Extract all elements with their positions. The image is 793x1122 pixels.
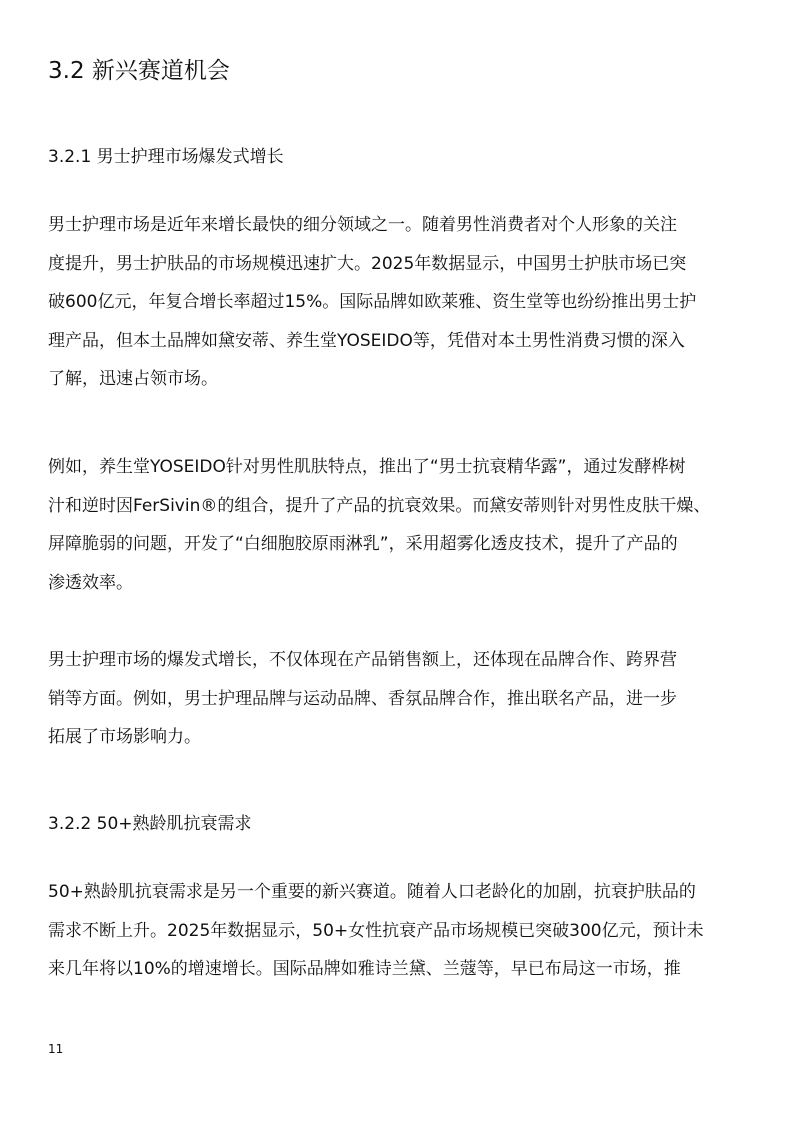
text-line: 屏障脆弱的问题，开发了“白细胞胶原雨淋乳”，采用超雾化透皮技术，提升了产品的 — [48, 534, 678, 554]
text-line: 度提升，男士护肤品的市场规模迅速扩大。2025年数据显示，中国男士护肤市场已突 — [48, 253, 687, 274]
text-line: 男士护理市场的爆发式增长，不仅体现在产品销售额上，还体现在品牌合作、跨界营 — [48, 650, 677, 670]
paragraph-mens-care-growth — [48, 641, 748, 757]
text-line: 50+熟龄肌抗衰需求是另一个重要的新兴赛道。随着人口老龄化的加剧，抗衰护肤品的 — [48, 882, 696, 902]
paragraph-mens-care-examples — [48, 448, 748, 602]
paragraph-mature-skin-overview — [48, 873, 748, 989]
text-line: 破600亿元，年复合增长率超过15%。国际品牌如欧莱雅、资生堂等也纷纷推出男士护 — [48, 292, 697, 312]
text-line: 例如，养生堂YOSEIDO针对男性肌肤特点，推出了“男士抗衰精华露”，通过发酵桦树 — [48, 457, 686, 477]
text-line: 了解，迅速占领市场。 — [48, 369, 218, 389]
text-line: 需求不断上升。2025年数据显示，50+女性抗衰产品市场规模已突破300亿元，预计未 — [48, 920, 704, 941]
text-line: 汁和逆时因FerSivin®的组合，提升了产品的抗衰效果。而黛安蒂则针对男性皮肤干燥、 — [48, 495, 711, 516]
text-line: 男士护理市场是近年来增长最快的细分领域之一。随着男性消费者对个人形象的关注 — [48, 215, 677, 235]
text-line: 拓展了市场影响力。 — [48, 727, 201, 747]
text-line: 理产品，但本土品牌如黛安蒂、养生堂YOSEIDO等，凭借对本土男性消费习惯的深入 — [48, 330, 685, 351]
section-heading: 3.2 新兴赛道机会 — [48, 58, 230, 84]
text-line: 来几年将以10%的增速增长。国际品牌如雅诗兰黛、兰蔻等，早已布局这一市场，推 — [48, 959, 681, 979]
paragraph-mens-care-overview — [48, 206, 748, 399]
text-line: 销等方面。例如，男士护理品牌与运动品牌、香氛品牌合作，推出联名产品，进一步 — [48, 688, 677, 709]
page-number: 11 — [48, 1042, 64, 1056]
text-line: 渗透效率。 — [48, 572, 133, 593]
subsection-heading-mens-care: 3.2.1 男士护理市场爆发式增长 — [48, 147, 284, 167]
subsection-heading-mature-skin: 3.2.2 50+熟龄肌抗衰需求 — [48, 814, 252, 834]
